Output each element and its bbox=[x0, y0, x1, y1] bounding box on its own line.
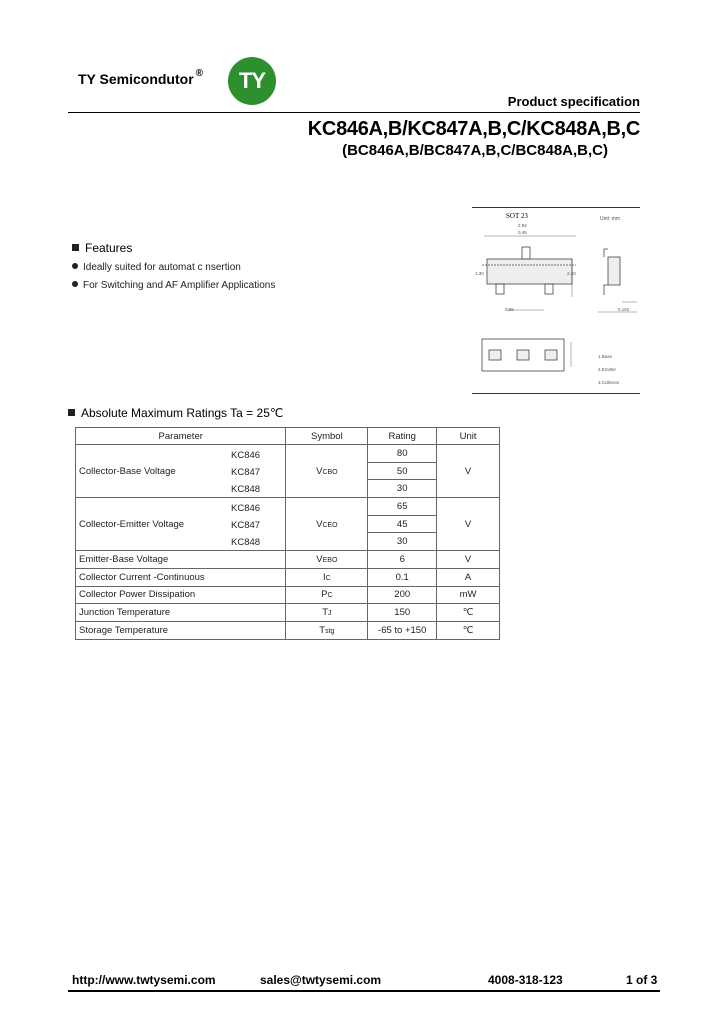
table-row bbox=[76, 621, 500, 639]
unit-cell: V bbox=[437, 551, 500, 569]
feature-item: Ideally suited for automat c nsertion bbox=[72, 262, 241, 273]
symbol-cell: Tstg bbox=[286, 621, 368, 639]
pin-label: 1.Base bbox=[598, 354, 613, 359]
table-row bbox=[76, 551, 500, 569]
symbol-cell: VCBO bbox=[286, 445, 368, 498]
ty-logo bbox=[228, 57, 276, 105]
unit-label: Unit: mm bbox=[600, 216, 620, 222]
rating-cell: 80 bbox=[368, 445, 437, 463]
svg-text:2.40: 2.40 bbox=[567, 271, 576, 276]
column-header: Parameter bbox=[76, 428, 286, 445]
page-number: 1 of 3 bbox=[626, 973, 658, 987]
unit-cell: V bbox=[437, 445, 500, 498]
model-label: KC846 bbox=[231, 450, 261, 461]
phone-number: 4008-318-123 bbox=[488, 973, 563, 987]
parameter-cell: Emitter-Base Voltage bbox=[76, 551, 286, 569]
symbol-cell: VEBO bbox=[286, 551, 368, 569]
unit-cell: A bbox=[437, 568, 500, 586]
table-header-row bbox=[76, 428, 500, 445]
top-view bbox=[482, 236, 576, 310]
column-header: Symbol bbox=[286, 428, 368, 445]
footer-divider bbox=[68, 990, 660, 992]
parameter-cell: Junction Temperature bbox=[76, 604, 286, 622]
pin-label: 2.Emitter bbox=[598, 367, 617, 372]
column-header: Rating bbox=[368, 428, 437, 445]
parameter-cell: Collector-Emitter Voltage KC846 KC847 KC848 bbox=[76, 498, 286, 551]
unit-cell: V bbox=[437, 498, 500, 551]
rating-cell: -65 to +150 bbox=[368, 621, 437, 639]
side-view bbox=[598, 249, 637, 312]
rating-cell: 30 bbox=[368, 533, 437, 551]
svg-text:0.45: 0.45 bbox=[518, 230, 527, 235]
ratings-heading: Absolute Maximum Ratings Ta = 25℃ bbox=[68, 406, 283, 420]
bottom-view bbox=[482, 339, 571, 371]
model-label: KC848 bbox=[231, 484, 261, 496]
brand-text: TY Semicondutor bbox=[78, 71, 194, 87]
logo-text: TY bbox=[238, 68, 266, 93]
rating-cell: 30 bbox=[368, 480, 437, 498]
table-row bbox=[76, 586, 500, 604]
svg-text:0.152: 0.152 bbox=[618, 307, 630, 312]
table-row bbox=[76, 568, 500, 586]
symbol-cell: VCEO bbox=[286, 498, 368, 551]
rating-cell: 45 bbox=[368, 515, 437, 533]
website-link[interactable]: http://www.twtysemi.com bbox=[72, 973, 216, 987]
svg-text:1.30: 1.30 bbox=[475, 271, 484, 276]
unit-cell: mW bbox=[437, 586, 500, 604]
sot23-package-drawing bbox=[472, 207, 640, 394]
model-label: KC847 bbox=[231, 467, 261, 479]
symbol-cell: IC bbox=[286, 568, 368, 586]
rating-cell: 0.1 bbox=[368, 568, 437, 586]
table-row bbox=[76, 498, 500, 516]
features-heading: Features bbox=[72, 241, 132, 255]
registered-mark: ® bbox=[195, 68, 204, 79]
parameter-cell: Storage Temperature bbox=[76, 621, 286, 639]
svg-text:0.95: 0.95 bbox=[505, 307, 514, 312]
page-title: KC846A,B/KC847A,B,C/KC848A,B,C bbox=[307, 118, 640, 140]
absolute-maximum-ratings-table bbox=[75, 427, 500, 640]
rating-cell: 50 bbox=[368, 462, 437, 480]
email-link[interactable]: sales@twtysemi.com bbox=[260, 973, 382, 987]
feature-item: For Switching and AF Amplifier Applications bbox=[72, 280, 275, 291]
column-header: Unit bbox=[437, 428, 500, 445]
pin-label: 3.Collector bbox=[598, 380, 620, 385]
product-specification-label: Product specification bbox=[507, 94, 640, 109]
round-bullet-icon bbox=[72, 281, 78, 287]
square-bullet-icon bbox=[72, 244, 79, 251]
page-subtitle: (BC846A,B/BC847A,B,C/BC848A,B,C) bbox=[342, 142, 608, 159]
table-row bbox=[76, 445, 500, 463]
round-bullet-icon bbox=[72, 263, 78, 269]
svg-text:2.92: 2.92 bbox=[518, 223, 527, 228]
symbol-cell: TJ bbox=[286, 604, 368, 622]
model-label: KC846 bbox=[231, 503, 261, 515]
parameter-cell: Collector-Base Voltage KC846 KC847 KC848 bbox=[76, 445, 286, 498]
rating-cell: 200 bbox=[368, 586, 437, 604]
parameter-cell: Collector Current -Continuous bbox=[76, 568, 286, 586]
square-bullet-icon bbox=[68, 409, 75, 416]
rating-cell: 6 bbox=[368, 551, 437, 569]
unit-cell: ℃ bbox=[437, 604, 500, 622]
model-label: KC848 bbox=[231, 537, 261, 549]
rating-cell: 65 bbox=[368, 498, 437, 516]
header-divider bbox=[68, 112, 640, 113]
table-row bbox=[76, 604, 500, 622]
rating-cell: 150 bbox=[368, 604, 437, 622]
unit-cell: ℃ bbox=[437, 621, 500, 639]
model-label: KC847 bbox=[231, 520, 261, 532]
symbol-cell: PC bbox=[286, 586, 368, 604]
brand-name bbox=[78, 68, 203, 87]
parameter-cell: Collector Power Dissipation bbox=[76, 586, 286, 604]
package-label: SOT 23 bbox=[506, 212, 528, 220]
